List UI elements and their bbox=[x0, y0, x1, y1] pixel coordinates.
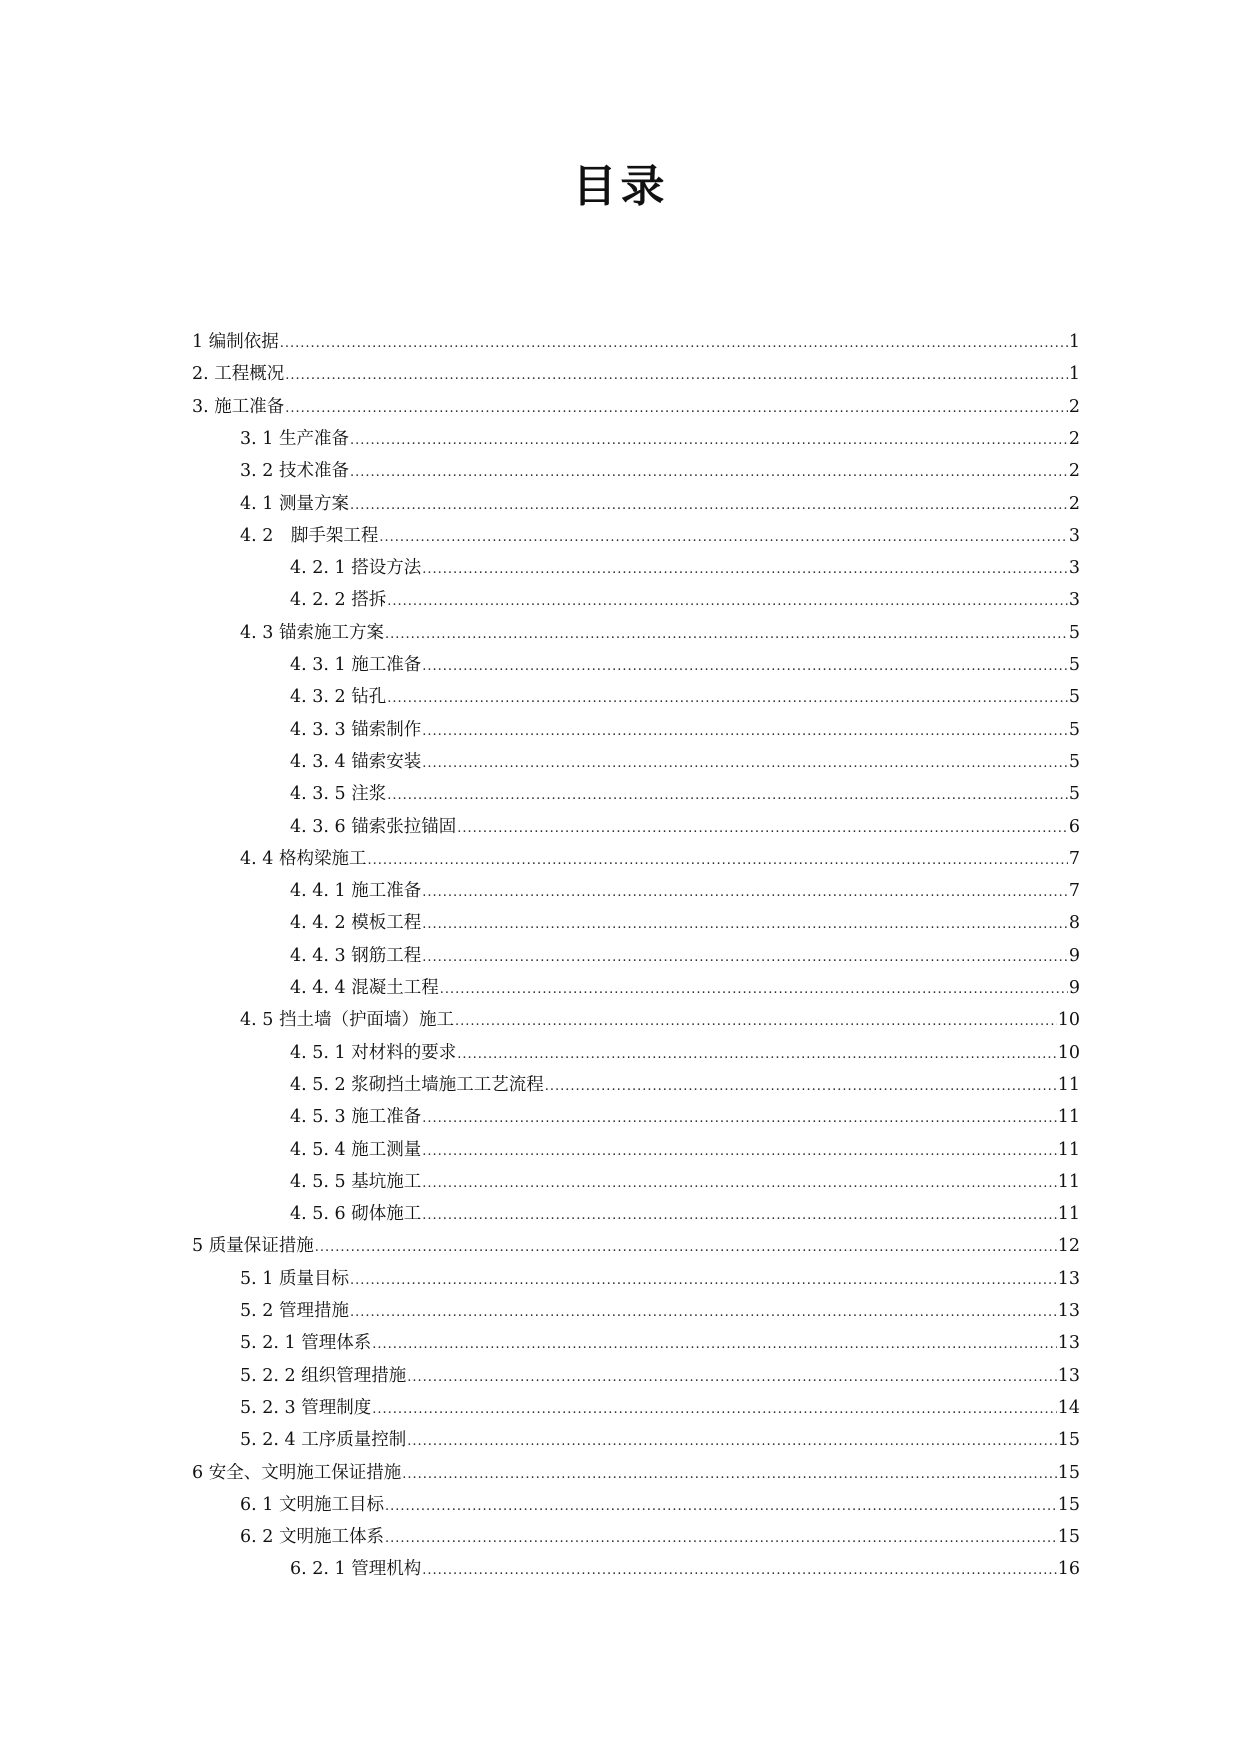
toc-entry-label: 4. 4 格构梁施工 bbox=[240, 848, 367, 869]
toc-entry-label: 4. 2. 1 搭设方法 bbox=[290, 558, 422, 579]
toc-entry-label: 6. 2 文明施工体系 bbox=[240, 1527, 384, 1548]
toc-entry-page-number: 2 bbox=[1068, 493, 1080, 514]
toc-entry-label: 3. 2 技术准备 bbox=[240, 461, 349, 482]
toc-entry-label: 3. 1 生产准备 bbox=[240, 428, 349, 449]
toc-entry[interactable] bbox=[240, 1426, 1080, 1454]
toc-entry[interactable] bbox=[240, 1362, 1080, 1390]
dot-leader bbox=[440, 976, 1068, 1004]
dot-leader bbox=[350, 1299, 1057, 1327]
toc-entry[interactable] bbox=[290, 813, 1080, 841]
toc-entry-page-number: 10 bbox=[1057, 1042, 1080, 1063]
dot-leader bbox=[422, 944, 1068, 972]
toc-entry-page-number: 13 bbox=[1057, 1301, 1080, 1321]
toc-entry-page-number: 8 bbox=[1068, 913, 1080, 934]
dot-leader bbox=[455, 1008, 1057, 1036]
toc-entry-page-number: 2 bbox=[1068, 461, 1080, 482]
toc-entry-label: 4. 4. 3 钢筋工程 bbox=[290, 945, 422, 966]
toc-entry[interactable] bbox=[290, 942, 1080, 970]
toc-entry-page-number: 9 bbox=[1068, 978, 1080, 998]
toc-entry-page-number: 7 bbox=[1068, 881, 1080, 902]
toc-entry-label: 5. 2. 4 工序质量控制 bbox=[240, 1430, 407, 1451]
dot-leader bbox=[422, 556, 1068, 584]
toc-entry-page-number: 2 bbox=[1068, 396, 1080, 417]
dot-leader bbox=[422, 1170, 1057, 1198]
toc-entry[interactable] bbox=[240, 1491, 1080, 1519]
toc-entry-page-number: 5 bbox=[1068, 751, 1080, 772]
toc-entry-label: 4. 3. 6 锚索张拉锚固 bbox=[290, 816, 457, 837]
toc-entry[interactable] bbox=[240, 1297, 1080, 1325]
toc-entry-page-number: 7 bbox=[1068, 848, 1080, 869]
toc-entry[interactable] bbox=[240, 457, 1080, 485]
toc-entry-label: 4. 2 脚手架工程 bbox=[240, 525, 379, 546]
toc-entry-page-number: 10 bbox=[1057, 1010, 1080, 1031]
toc-entry[interactable] bbox=[290, 1168, 1080, 1196]
toc-entry[interactable] bbox=[290, 1136, 1080, 1164]
dot-leader bbox=[372, 1331, 1057, 1359]
dot-leader bbox=[285, 395, 1068, 423]
dot-leader bbox=[402, 1461, 1057, 1489]
toc-entry-page-number: 11 bbox=[1057, 1171, 1080, 1192]
dot-leader bbox=[387, 782, 1068, 810]
toc-entry-page-number: 15 bbox=[1057, 1462, 1080, 1483]
toc-entry-label: 6. 1 文明施工目标 bbox=[240, 1494, 384, 1515]
toc-entry-label: 5. 2. 3 管理制度 bbox=[240, 1397, 372, 1418]
toc-entry[interactable] bbox=[290, 780, 1080, 808]
toc-entry[interactable] bbox=[290, 683, 1080, 711]
toc-entry[interactable] bbox=[240, 1265, 1080, 1293]
toc-entry[interactable] bbox=[290, 716, 1080, 744]
dot-leader bbox=[422, 879, 1068, 907]
dot-leader bbox=[422, 750, 1068, 778]
toc-entry-label: 4. 3. 2 钻孔 bbox=[290, 687, 387, 708]
toc-entry[interactable] bbox=[290, 651, 1080, 679]
toc-entry[interactable] bbox=[290, 554, 1080, 582]
toc-entry[interactable] bbox=[240, 1523, 1080, 1551]
toc-entry-label: 4. 1 测量方案 bbox=[240, 493, 349, 514]
dot-leader bbox=[422, 1557, 1057, 1585]
toc-entry[interactable] bbox=[240, 845, 1080, 873]
toc-entry-label: 4. 3. 5 注浆 bbox=[290, 784, 387, 805]
toc-entry-page-number: 3 bbox=[1068, 525, 1080, 546]
toc-entry-page-number: 5 bbox=[1068, 687, 1080, 708]
dot-leader bbox=[422, 718, 1068, 746]
dot-leader bbox=[422, 1105, 1057, 1133]
toc-entry-label: 6. 2. 1 管理机构 bbox=[290, 1559, 422, 1580]
toc-entry-page-number: 5 bbox=[1068, 655, 1080, 675]
toc-entry-label: 4. 3. 3 锚索制作 bbox=[290, 719, 422, 740]
dot-leader bbox=[422, 1202, 1057, 1230]
toc-entry-page-number: 15 bbox=[1057, 1430, 1080, 1451]
toc-entry[interactable] bbox=[290, 974, 1080, 1002]
toc-entry-page-number: 11 bbox=[1057, 1107, 1080, 1128]
dot-leader bbox=[422, 911, 1068, 939]
toc-entry[interactable] bbox=[240, 522, 1080, 550]
toc-entry-page-number: 5 bbox=[1068, 784, 1080, 805]
dot-leader bbox=[285, 362, 1068, 390]
toc-entry-page-number: 16 bbox=[1057, 1559, 1080, 1580]
toc-entry-label: 4. 4. 1 施工准备 bbox=[290, 881, 422, 902]
toc-entry[interactable] bbox=[240, 490, 1080, 518]
toc-entry-page-number: 1 bbox=[1068, 332, 1080, 352]
dot-leader bbox=[385, 621, 1068, 649]
toc-entry-label: 1 编制依据 bbox=[192, 332, 279, 352]
toc-entry[interactable] bbox=[240, 1329, 1080, 1357]
toc-entry-page-number: 11 bbox=[1057, 1074, 1080, 1095]
toc-entry[interactable] bbox=[290, 1555, 1080, 1583]
dot-leader bbox=[407, 1364, 1057, 1392]
toc-entry-label: 4. 4. 2 模板工程 bbox=[290, 913, 422, 934]
toc-entry-page-number: 9 bbox=[1068, 945, 1080, 966]
toc-entry-label: 4. 5. 4 施工测量 bbox=[290, 1139, 422, 1160]
toc-entry[interactable] bbox=[290, 1071, 1080, 1099]
dot-leader bbox=[457, 815, 1068, 843]
toc-entry[interactable] bbox=[192, 360, 1080, 388]
dot-leader bbox=[385, 1493, 1057, 1521]
toc-entry-label: 4. 4. 4 混凝土工程 bbox=[290, 978, 439, 998]
dot-leader bbox=[387, 685, 1068, 713]
page-title: 目录 bbox=[572, 161, 669, 212]
toc-entry-page-number: 5 bbox=[1068, 622, 1080, 643]
toc-entry-page-number: 11 bbox=[1057, 1204, 1080, 1225]
toc-entry[interactable] bbox=[290, 1200, 1080, 1228]
toc-entry[interactable] bbox=[240, 425, 1080, 453]
toc-entry[interactable] bbox=[240, 619, 1080, 647]
toc-entry-page-number: 5 bbox=[1068, 719, 1080, 740]
toc-entry-page-number: 13 bbox=[1057, 1365, 1080, 1386]
toc-entry[interactable] bbox=[192, 328, 1080, 356]
toc-entry-page-number: 3 bbox=[1068, 590, 1080, 611]
dot-leader bbox=[367, 847, 1067, 875]
dot-leader bbox=[422, 1138, 1057, 1166]
toc-entry-label: 2. 工程概况 bbox=[192, 364, 285, 385]
dot-leader bbox=[280, 330, 1068, 358]
toc-entry-label: 5. 2. 2 组织管理措施 bbox=[240, 1365, 407, 1386]
toc-entry-page-number: 2 bbox=[1068, 428, 1080, 449]
toc-entry[interactable] bbox=[192, 393, 1080, 421]
toc-entry[interactable] bbox=[290, 748, 1080, 776]
toc-entry-page-number: 11 bbox=[1057, 1139, 1080, 1160]
toc-entry-label: 4. 2. 2 搭拆 bbox=[290, 590, 387, 611]
toc-entry-label: 4. 5 挡土墙（护面墙）施工 bbox=[240, 1010, 454, 1031]
toc-entry-page-number: 15 bbox=[1057, 1494, 1080, 1515]
toc-entry-label: 5. 2. 1 管理体系 bbox=[240, 1333, 372, 1354]
dot-leader bbox=[422, 653, 1068, 681]
toc-entry-label: 5. 1 质量目标 bbox=[240, 1268, 349, 1289]
dot-leader bbox=[350, 1267, 1057, 1295]
dot-leader bbox=[457, 1041, 1057, 1069]
toc-entry-label: 3. 施工准备 bbox=[192, 396, 285, 417]
dot-leader bbox=[545, 1073, 1057, 1101]
toc-entry-label: 4. 5. 6 砌体施工 bbox=[290, 1204, 422, 1225]
toc-entry-page-number: 14 bbox=[1057, 1397, 1080, 1418]
dot-leader bbox=[372, 1396, 1057, 1424]
toc-entry[interactable] bbox=[192, 1459, 1080, 1487]
dot-leader bbox=[350, 459, 1068, 487]
dot-leader bbox=[350, 492, 1068, 520]
dot-leader bbox=[387, 588, 1068, 616]
toc-entry[interactable] bbox=[290, 877, 1080, 905]
dot-leader bbox=[379, 524, 1067, 552]
toc-entry-page-number: 13 bbox=[1057, 1268, 1080, 1289]
toc-entry[interactable] bbox=[290, 1039, 1080, 1067]
toc-entry[interactable] bbox=[240, 1394, 1080, 1422]
toc-entry-label: 4. 3. 4 锚索安装 bbox=[290, 751, 422, 772]
dot-leader bbox=[350, 427, 1068, 455]
toc-entry-page-number: 6 bbox=[1068, 816, 1080, 837]
toc-entry-page-number: 15 bbox=[1057, 1527, 1080, 1548]
toc-entry-page-number: 12 bbox=[1057, 1236, 1080, 1257]
toc-entry-page-number: 1 bbox=[1068, 364, 1080, 385]
toc-entry-label: 4. 3 锚索施工方案 bbox=[240, 622, 384, 643]
toc-entry[interactable] bbox=[290, 586, 1080, 614]
toc-entry-label: 4. 5. 1 对材料的要求 bbox=[290, 1042, 457, 1063]
toc-entry[interactable] bbox=[240, 1006, 1080, 1034]
toc-entry-label: 5 质量保证措施 bbox=[192, 1236, 314, 1257]
dot-leader bbox=[315, 1234, 1057, 1262]
toc-entry-page-number: 3 bbox=[1068, 558, 1080, 579]
toc-entry[interactable] bbox=[192, 1232, 1080, 1260]
toc-entry-label: 6 安全、文明施工保证措施 bbox=[192, 1462, 402, 1483]
toc-entry-label: 4. 5. 5 基坑施工 bbox=[290, 1171, 422, 1192]
toc-entry[interactable] bbox=[290, 1103, 1080, 1131]
toc-entry-label: 4. 5. 3 施工准备 bbox=[290, 1107, 422, 1128]
toc-entry-label: 4. 3. 1 施工准备 bbox=[290, 655, 422, 675]
dot-leader bbox=[385, 1525, 1057, 1553]
toc-entry-page-number: 13 bbox=[1057, 1333, 1080, 1354]
toc-entry-label: 4. 5. 2 浆砌挡土墙施工工艺流程 bbox=[290, 1074, 544, 1095]
toc-entry-label: 5. 2 管理措施 bbox=[240, 1301, 349, 1321]
toc-entry[interactable] bbox=[290, 909, 1080, 937]
dot-leader bbox=[407, 1428, 1057, 1456]
